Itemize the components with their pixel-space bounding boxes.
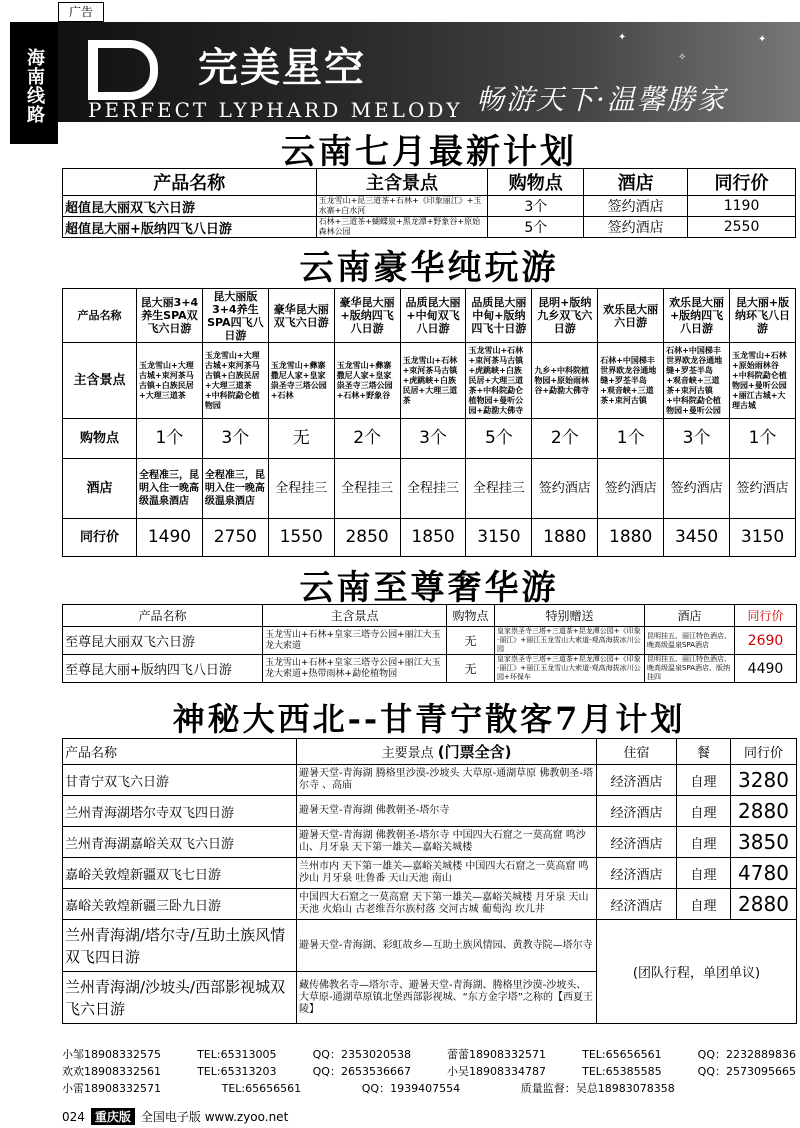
- product-name: 甘青宁双飞六日游: [63, 765, 297, 796]
- contact-field: TEL:65385585: [582, 1065, 662, 1078]
- hotel: 全程准三，昆明入住一晚高级温泉酒店: [202, 459, 268, 519]
- table-row: [63, 765, 797, 796]
- hotel: 全程挂三: [400, 459, 466, 519]
- product-name: 昆明+版纳九乡双飞六日游: [532, 289, 598, 343]
- sparkle-icon: ✧: [678, 52, 687, 63]
- edition-badge: 重庆版: [91, 1108, 135, 1125]
- shop-count: 2个: [334, 419, 400, 459]
- spots: 玉龙雪山+石林+皇家三塔寺公园+丽江大玉龙大索道+热带雨林+勐伦植物园: [263, 655, 447, 683]
- price: 1490: [137, 519, 203, 557]
- hotel: 全程准三，昆明入住一晚高级温泉酒店: [137, 459, 203, 519]
- spots-header: 主要景点: [381, 746, 434, 761]
- meal: 自理: [677, 889, 731, 920]
- hotel: 签约酒店: [730, 459, 796, 519]
- price: 2880: [731, 889, 797, 920]
- price: 4490: [735, 655, 797, 683]
- contact-field: 质量监督：吴总18983078358: [520, 1082, 675, 1095]
- hotel: 签约酒店: [664, 459, 730, 519]
- product-name: 豪华昆大丽双飞六日游: [268, 289, 334, 343]
- shop-count: 3个: [202, 419, 268, 459]
- section-title: 云南至尊奢华游: [299, 568, 559, 608]
- hotel: 签约酒店: [584, 196, 688, 217]
- spots: 玉龙雪山+石林+皇家三塔寺公园+丽江大玉龙大索道: [263, 627, 447, 655]
- spots: 玉龙雪山+昆三道茶+石林+《印象丽江》+玉水寨+白水河: [316, 196, 488, 217]
- contact-row: [62, 1063, 796, 1080]
- price: 1850: [400, 519, 466, 557]
- price: 2550: [688, 217, 796, 238]
- column-header: 住宿: [597, 739, 677, 765]
- premium-table: [62, 604, 797, 683]
- column-header: 产品名称: [63, 605, 263, 627]
- contact-row: [62, 1080, 796, 1097]
- row-header: 同行价: [63, 519, 137, 557]
- contact-field: QQ：2653536667: [312, 1065, 411, 1078]
- ad-tag: 广告: [58, 2, 104, 22]
- price: 3150: [730, 519, 796, 557]
- column-header: 同行价: [731, 739, 797, 765]
- column-header: 同行价: [688, 169, 796, 196]
- price: 1880: [598, 519, 664, 557]
- price: 1880: [532, 519, 598, 557]
- hotel: 签约酒店: [584, 217, 688, 238]
- hotel: 经济酒店: [597, 765, 677, 796]
- price: 4780: [731, 858, 797, 889]
- table-row: [63, 796, 797, 827]
- spots: 藏传佛教名寺—塔尔寺、避暑天堂-青海湖、腾格里沙漠-沙坡头、大草原-通湖草原镇北堡西部影视城、“东方金字塔”之称的【西夏王陵】: [297, 972, 597, 1024]
- hotel: 经济酒店: [597, 796, 677, 827]
- gift: 皇家祟圣寺三塔+三道茶+昆龙潭公园+《印象·丽江》+丽江玉龙雪山大索道-观高海拔冰川公园+环保车: [495, 655, 645, 683]
- spots: 玉龙雪山+大理古城+束河茶马古镇+白族民居+大理三道茶+中科院勐仑植物园: [202, 343, 268, 419]
- shop-count: 1个: [137, 419, 203, 459]
- contact-field: TEL:65313203: [197, 1065, 277, 1078]
- column-header: 特别赠送: [495, 605, 645, 627]
- contact-list: [62, 1046, 796, 1097]
- spots: 石林+三道茶+蝴蝶泉+黑龙潭+野象谷+原始森林公园: [316, 217, 488, 238]
- spots: 玉龙雪山+大理古城+束河茶马古镇+白族民居+大理三道茶: [137, 343, 203, 419]
- product-name: 豪华昆大丽+版纳四飞八日游: [334, 289, 400, 343]
- contact-field: QQ：2232889836: [697, 1048, 796, 1061]
- product-name: 欢乐昆大丽六日游: [598, 289, 664, 343]
- product-name: 兰州青海湖塔尔寺双飞四日游: [63, 796, 297, 827]
- shop-count: 无: [268, 419, 334, 459]
- gift: 皇家祟圣寺三塔+三道茶+昆龙潭公园+《印象·丽江》+丽江玉龙雪山大索道-观高海拔冰川公园: [495, 627, 645, 655]
- product-name: 至尊昆大丽+版纳四飞八日游: [63, 655, 263, 683]
- contact-field: QQ：2573095665: [697, 1065, 796, 1078]
- website-link[interactable]: 全国电子版 www.zyoo.net: [140, 1110, 289, 1124]
- hotel: 经济酒店: [597, 858, 677, 889]
- column-header: 主含景点: [316, 169, 488, 196]
- price: 3850: [731, 827, 797, 858]
- contact-field: QQ：1939407554: [361, 1082, 461, 1095]
- hotel: 经济酒店: [597, 889, 677, 920]
- spots: 避暑天堂-青海湖 佛教朝圣-塔尔寺: [297, 796, 597, 827]
- brand-name-cn: 完美星空: [198, 45, 366, 91]
- shop-count: 1个: [598, 419, 664, 459]
- contact-field: QQ：2353020538: [312, 1048, 411, 1061]
- group-note: (团队行程，单团单议): [597, 920, 797, 1024]
- table-row: [63, 196, 796, 217]
- meal: 自理: [677, 827, 731, 858]
- contact-field: 欢欢18908332561: [62, 1065, 161, 1078]
- table-row: [63, 627, 797, 655]
- product-name: 超值昆大丽双飞六日游: [63, 196, 317, 217]
- table-row: [63, 217, 796, 238]
- product-name: 嘉峪关敦煌新疆三卧九日游: [63, 889, 297, 920]
- hotel: 全程挂三: [466, 459, 532, 519]
- table-row: [63, 889, 797, 920]
- contact-field: 小邹18908332575: [62, 1048, 161, 1061]
- product-name: 兰州青海湖嘉峪关双飞六日游: [63, 827, 297, 858]
- shop-count: 无: [447, 627, 495, 655]
- price: 2690: [735, 627, 797, 655]
- table-row: [63, 858, 797, 889]
- column-header: 同行价: [735, 605, 797, 627]
- spots: 玉龙雪山+石林+束河茶马古镇+虎跳峡+白族民居+大理三道茶: [400, 343, 466, 419]
- sparkle-icon: ✦: [758, 34, 767, 45]
- column-header: 产品名称: [63, 739, 297, 765]
- row-header: 酒店: [63, 459, 137, 519]
- row-header: 产品名称: [63, 289, 137, 343]
- product-name: 品质昆大丽+中甸双飞八日游: [400, 289, 466, 343]
- price: 2880: [731, 796, 797, 827]
- price: 2750: [202, 519, 268, 557]
- spots: 玉龙雪山+彝寨撒尼人家+皇家祟圣寺三塔公园+石林: [268, 343, 334, 419]
- shop-count: 3个: [488, 196, 584, 217]
- column-header: 酒店: [584, 169, 688, 196]
- product-name: 欢乐昆大丽+版纳四飞八日游: [664, 289, 730, 343]
- luxury-table: [62, 288, 796, 557]
- hotel: 全程挂三: [268, 459, 334, 519]
- product-name: 昆大丽+版纳环飞八日游: [730, 289, 796, 343]
- contact-field: TEL:65313005: [197, 1048, 277, 1061]
- column-header: 购物点: [488, 169, 584, 196]
- shop-count: 2个: [532, 419, 598, 459]
- price: 2850: [334, 519, 400, 557]
- table-row: [63, 655, 797, 683]
- shop-count: 1个: [730, 419, 796, 459]
- spots: 中国四大石窟之一莫高窟 天下第一雄关—嘉峪关城楼 月牙泉 天山天池 火焰山 古老维吾尔族村落 交河古城 葡萄沟 坎儿井: [297, 889, 597, 920]
- column-header: [297, 739, 597, 765]
- spots: 石林+中国梯丰世界欧龙谷通地缝+罗荃半岛+观音峡+三道茶+束河古镇+中科院勐仑植物园+曼听公园: [664, 343, 730, 419]
- hotel: 签约酒店: [598, 459, 664, 519]
- column-header: 购物点: [447, 605, 495, 627]
- contact-field: 小吴18908334787: [447, 1065, 547, 1078]
- product-name: 昆大丽版3+4养生SPA四飞八日游: [202, 289, 268, 343]
- spots: 石林+中国梯丰世界欧龙谷通地缝+罗荃半岛+观音峡+三道茶+束河古镇: [598, 343, 664, 419]
- price: 1550: [268, 519, 334, 557]
- spots: 兰州市内 天下第一雄关—嘉峪关城楼 中国四大石窟之一莫高窟 鸣沙山 月牙泉 吐鲁番 天山天池 南山: [297, 858, 597, 889]
- spots-note: (门票全含): [437, 743, 512, 761]
- page-number: 024: [62, 1109, 85, 1124]
- price: 3450: [664, 519, 730, 557]
- spots: 玉龙雪山+石林+原始雨林谷+中科院勐仑植物园+曼听公园+丽江古城+大理古城: [730, 343, 796, 419]
- column-header: 主含景点: [263, 605, 447, 627]
- spots: 九乡+中科院植物园+原始雨林谷+勐泐大佛寺: [532, 343, 598, 419]
- logo-p-icon: [88, 40, 158, 100]
- row-header: 购物点: [63, 419, 137, 459]
- product-name: 至尊昆大丽双飞六日游: [63, 627, 263, 655]
- spots: 避暑天堂-青海湖 佛教朝圣-塔尔寺 中国四大石窟之一莫高窟 鸣沙山、月牙泉 天下第一雄关—嘉峪关城楼: [297, 827, 597, 858]
- meal: 自理: [677, 765, 731, 796]
- section-title: 云南豪华纯玩游: [299, 248, 559, 288]
- northwest-table: [62, 738, 797, 1024]
- shop-count: 无: [447, 655, 495, 683]
- contact-field: TEL:65656561: [582, 1048, 662, 1061]
- contact-row: [62, 1046, 796, 1063]
- spots: 避暑天堂-青海湖、彩虹故乡—互助土族风情园、黄教寺院—塔尔寺: [297, 920, 597, 972]
- page-footer: [62, 1108, 288, 1125]
- price: 1190: [688, 196, 796, 217]
- spots: 避暑天堂-青海湖 腾格里沙漠-沙坡头 大草原-通湖草原 佛教朝圣-塔尔寺 、高庙: [297, 765, 597, 796]
- hotel: 签约酒店: [532, 459, 598, 519]
- product-name: 昆大丽3+4养生SPA双飞六日游: [137, 289, 203, 343]
- hotel: 经济酒店: [597, 827, 677, 858]
- shop-count: 5个: [488, 217, 584, 238]
- sparkle-icon: ✦: [618, 32, 627, 43]
- hotel: 全程挂三: [334, 459, 400, 519]
- column-header: 产品名称: [63, 169, 317, 196]
- meal: 自理: [677, 858, 731, 889]
- section-title: 神秘大西北--甘青宁散客7月计划: [172, 700, 686, 738]
- spots: 玉龙雪山+彝寨撒尼人家+皇家祟圣寺三塔公园+石林+野象谷: [334, 343, 400, 419]
- shop-count: 3个: [400, 419, 466, 459]
- price: 3150: [466, 519, 532, 557]
- row-header: 主含景点: [63, 343, 137, 419]
- brand-banner: [58, 22, 800, 122]
- hotel: 昆明挂五、丽江特色酒店、晚高级温泉SPA酒店: [645, 627, 735, 655]
- brand-name-en: PERFECT LYPHARD MELODY: [88, 98, 463, 122]
- spots: 玉龙雪山+石林+束河茶马古镇+虎跳峡+白族民居+大理三道茶+中科院勐仑植物园+曼听公园+勐泐大佛寺: [466, 343, 532, 419]
- shop-count: 5个: [466, 419, 532, 459]
- contact-field: 蕾蕾18908332571: [447, 1048, 547, 1061]
- product-name: 兰州青海湖/塔尔寺/互助土族风情双飞四日游: [63, 920, 297, 972]
- table-row: [63, 827, 797, 858]
- shop-count: 3个: [664, 419, 730, 459]
- product-name: 兰州青海湖/沙坡头/西部影视城双飞六日游: [63, 972, 297, 1024]
- sidebar-label: 海南线路: [10, 22, 58, 144]
- product-name: 嘉峪关敦煌新疆双飞七日游: [63, 858, 297, 889]
- price: 3280: [731, 765, 797, 796]
- contact-field: TEL:65656561: [221, 1082, 302, 1095]
- plan-table: [62, 168, 796, 238]
- hotel: 昆明挂五、丽江特色酒店、晚高级温泉SPA酒店、版纳挂四: [645, 655, 735, 683]
- column-header: 酒店: [645, 605, 735, 627]
- table-row: [63, 920, 797, 972]
- contact-field: 小雷18908332571: [62, 1082, 161, 1095]
- column-header: 餐: [677, 739, 731, 765]
- product-name: 超值昆大丽+版纳四飞八日游: [63, 217, 317, 238]
- product-name: 品质昆大丽中甸+版纳四飞十日游: [466, 289, 532, 343]
- meal: 自理: [677, 796, 731, 827]
- section-title: 云南七月最新计划: [281, 132, 577, 172]
- brand-slogan: 畅游天下·温馨勝家: [476, 83, 727, 116]
